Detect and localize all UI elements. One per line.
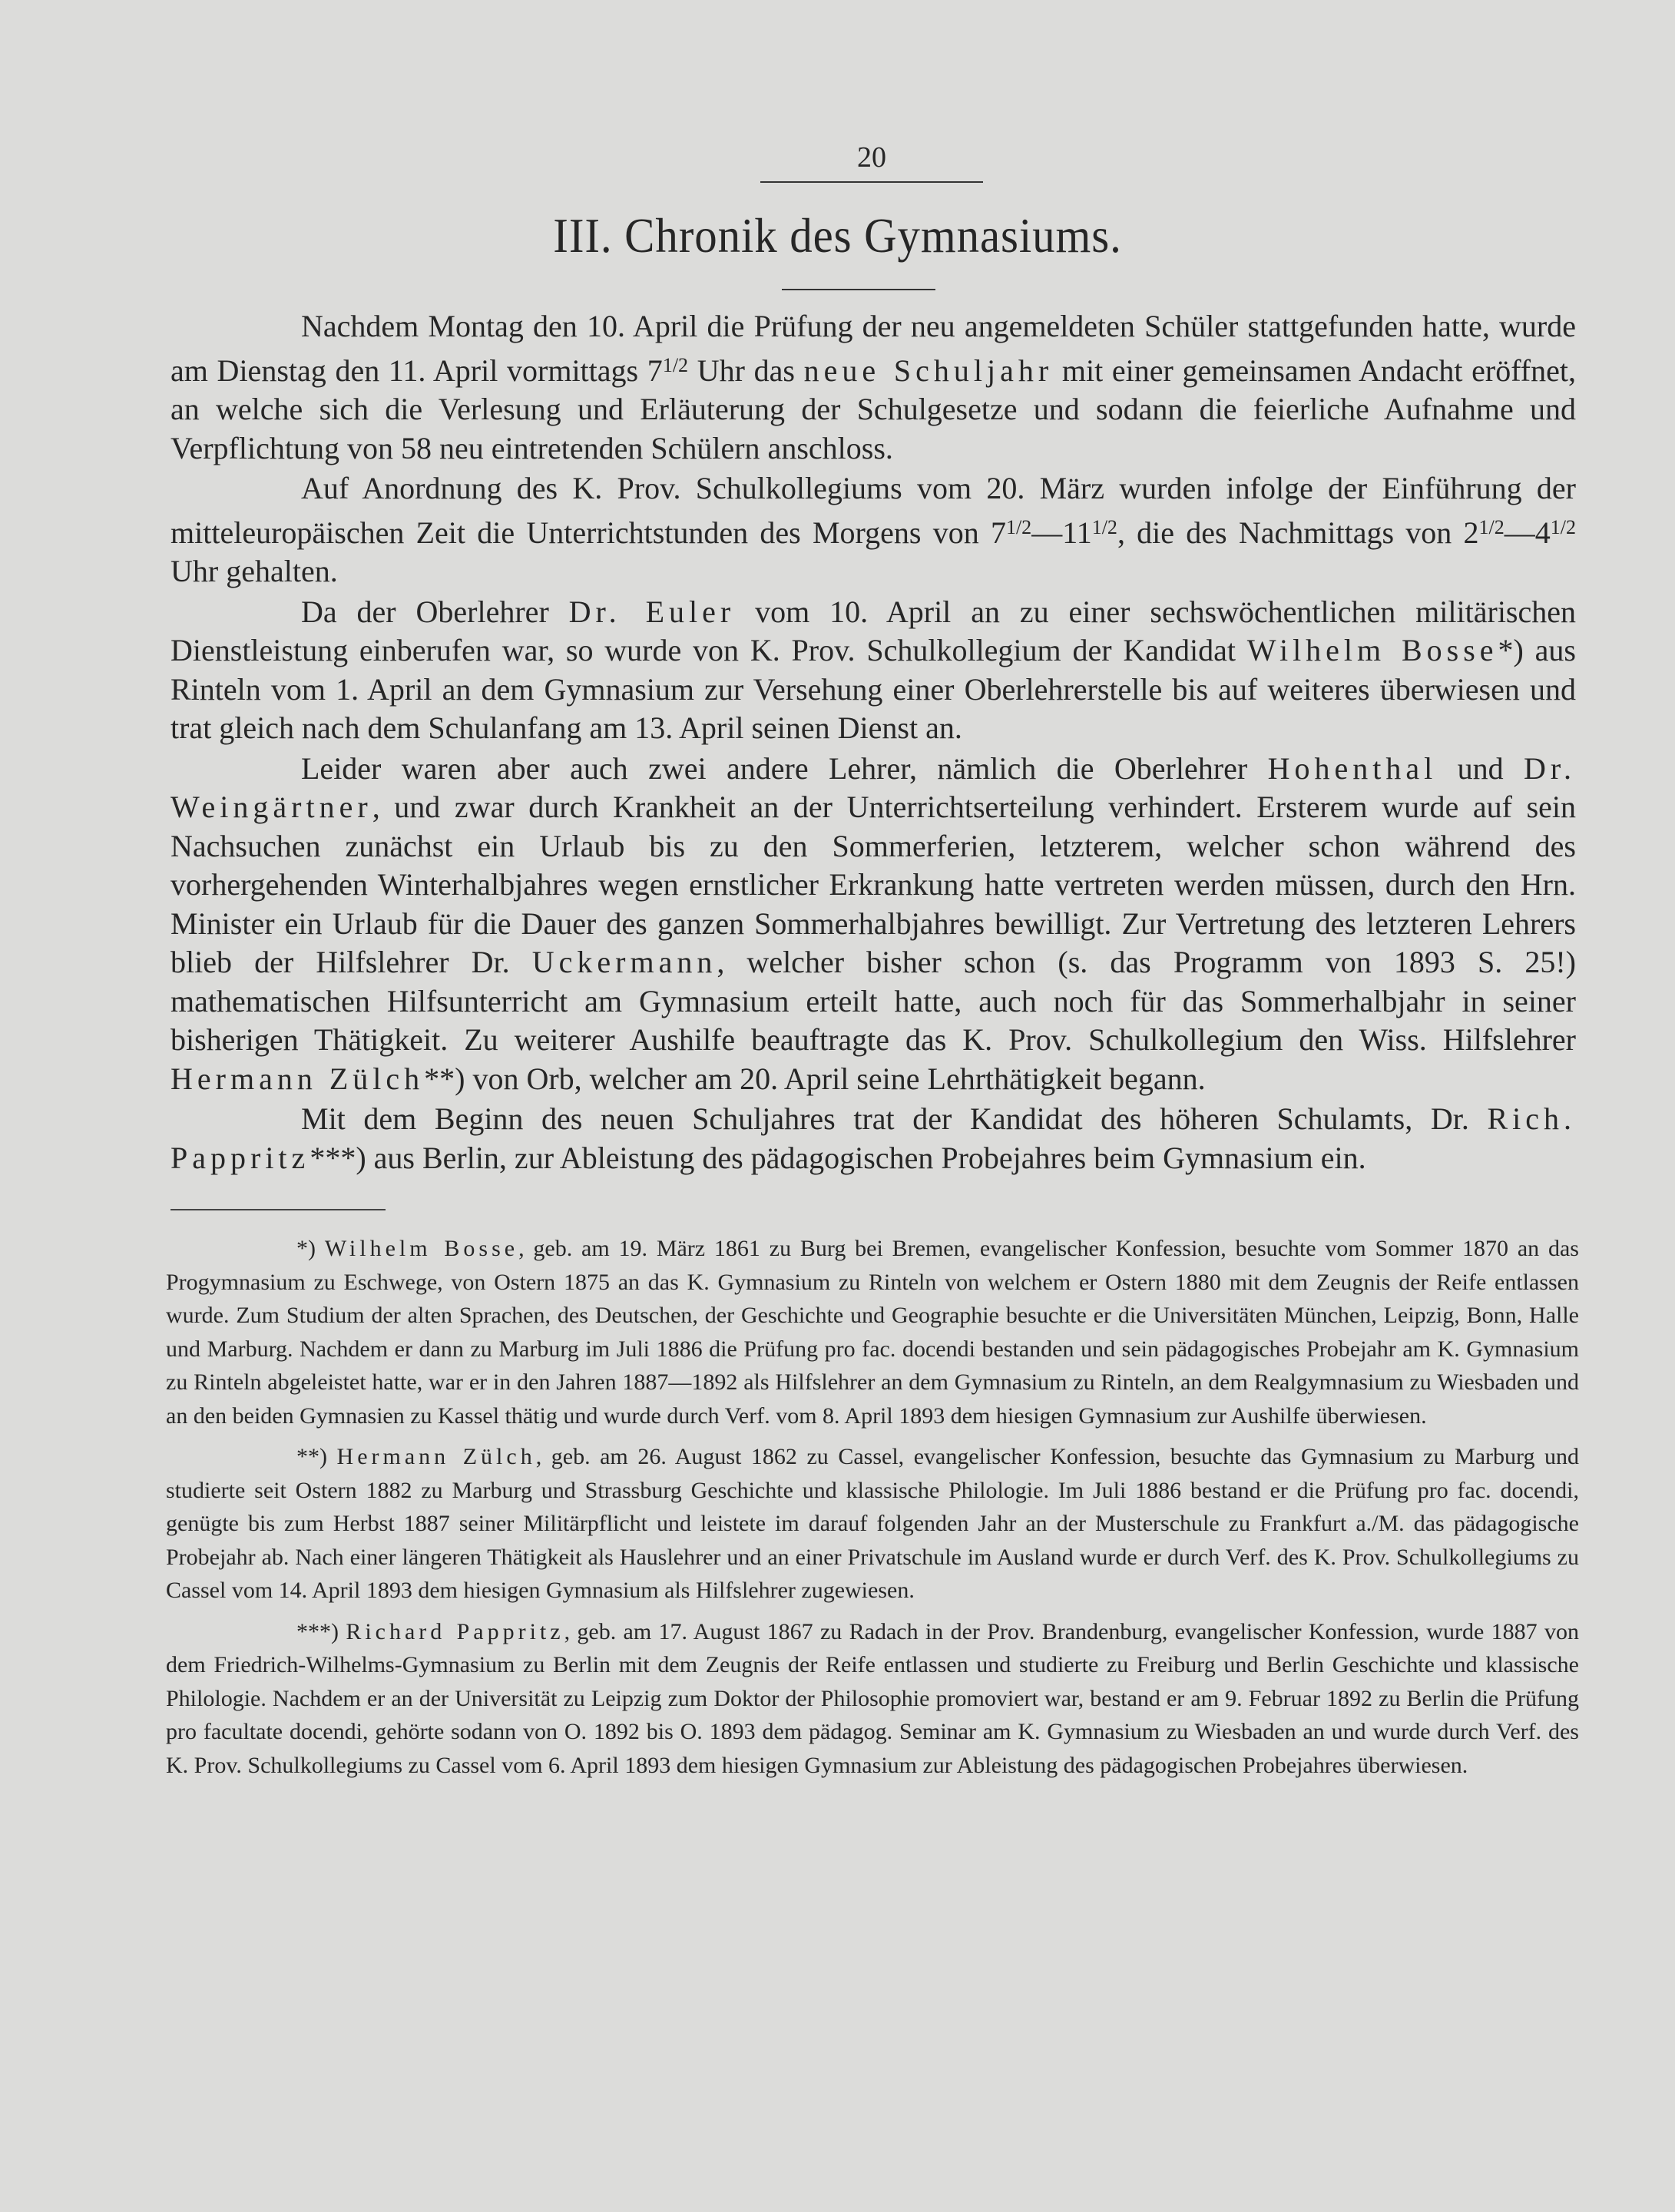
spaced-text: neue Schuljahr	[803, 353, 1054, 388]
text-run: —4	[1504, 515, 1551, 550]
spaced-name: Dr. Euler	[568, 594, 736, 629]
footnote-pappritz	[166, 1615, 1579, 1783]
text-run: —11	[1031, 515, 1092, 550]
spaced-name: Wilhelm Bosse	[1246, 633, 1498, 667]
text-run: Leider waren aber auch zwei andere Lehrer, nämlich die Oberlehrer	[301, 750, 1268, 786]
text-run: , die des Nachmittags von 2	[1117, 515, 1479, 550]
spaced-name: Hohenthal	[1267, 750, 1438, 786]
text-run: mit einer gemeinsamen Andacht eröffnet, an welche sich die Verlesung und Erläuterung der Schulgesetze und sodann die feierliche Aufnahme und Verpflichtung von 58 neu eintretenden Schülern anschloss.	[170, 353, 1576, 465]
paragraph-school-year-start	[170, 307, 1576, 468]
paragraph-euler-bosse	[170, 593, 1576, 748]
footnote-text: , geb. am 17. August 1867 zu Radach in der Prov. Brandenburg, evangelischer Konfession, wurde 1887 von dem Friedrich-Wilhelms-Gymnasium zu Berlin mit dem Zeugnis der Reife entlassen und studierte zu Freiburg und Berlin Geschichte und klassische Philologie. Nachdem er an der Universität zu Leipzig zum Doktor der Philosophie promoviert war, bestand er am 9. Februar 1892 zu Berlin die Prüfung pro facultate docendi, gehörte sodann von O. 1892 bis O. 1893 dem pädagog. Seminar am K. Gymnasium zu Wiesbaden an und wurde durch Verf. des K. Prov. Schulkollegiums zu Cassel vom 6. April 1893 dem hiesigen Gymnasium zur Ableistung des pädagogischen Probejahres überwiesen.	[166, 1618, 1579, 1778]
spaced-name: Rich. Pappritz	[170, 1101, 1576, 1175]
spaced-name: Dr. Weingärtner	[170, 750, 1577, 824]
title-divider	[782, 289, 935, 290]
paragraph-teacher-absences	[170, 750, 1576, 1099]
footnote-divider	[170, 1209, 386, 1210]
text-run: Da der Oberlehrer	[301, 594, 569, 629]
spaced-name: Richard Pappritz	[346, 1618, 564, 1644]
text-run: Nachdem Montag den 10. April die Prüfung der neu angemeldeten Schüler stattgefunden hatte, wurde am Dienstag den 11. April vormittags 7	[170, 309, 1576, 388]
page-number: 20	[760, 138, 983, 183]
text-run: , und zwar durch Krankheit an der Unterrichtserteilung verhindert. Ersterem wurde auf sein Nachsuchen zunächst ein Urlaub bis zu den Sommerferien, letzterem, welcher schon während des vorhergehenden Winterhalbjahres wegen ernstlicher Erkrankung hatte vertreten werden müssen, durch den Hrn. Minister ein Urlaub für die Dauer des ganzen Sommerhalbjahres bewilligt. Zur Vertretung des letzteren Lehrers blieb der Hilfslehrer Dr.	[170, 790, 1576, 979]
footnote-text: , geb. am 26. August 1862 zu Cassel, evangelischer Konfession, besuchte das Gymnasium zu Marburg und studierte seit Ostern 1882 zu Marburg und Strassburg Geschichte und klassische Philologie. Im Juli 1886 bestand er die Prüfung pro fac. docendi, genügte bis zum Herbst 1887 seiner Militärpflicht und leistete im darauf folgenden Jahr an der Musterschule zu Frankfurt a./M. das pädagogische Probejahr ab. Nach einer längeren Thätigkeit als Hauslehrer und an einer Privatschule im Ausland wurde er durch Verf. des K. Prov. Schulkollegiums zu Cassel vom 14. April 1893 dem hiesigen Gymnasium als Hilfslehrer zugewiesen.	[166, 1444, 1579, 1603]
paragraph-pappritz	[170, 1100, 1576, 1177]
footnote-text: , geb. am 19. März 1861 zu Burg bei Bremen, evangelischer Konfession, besuchte vom Sommer 1870 an das Progymnasium zu Eschwege, von Ostern 1875 an das K. Gymnasium zu Rinteln von welchem er Ostern 1880 mit dem Zeugnis der Reife entlassen wurde. Zum Studium der alten Sprachen, des Deutschen, der Geschichte und Geographie besuchte er die Universitäten München, Leipzig, Bonn, Halle und Marburg. Nachdem er dann zu Marburg im Juli 1886 die Prüfung pro fac. docendi bestanden und sein pädagogisches Probejahr am K. Gymnasium zu Rinteln abgeleistet hatte, war er in den Jahren 1887—1892 als Hilfslehrer an dem Gymnasium zu Rinteln, an dem Realgymnasium zu Wiesbaden und an den beiden Gymnasien zu Kassel thätig und wurde durch Verf. vom 8. April 1893 dem hiesigen Gymnasium zur Aushilfe überwiesen.	[166, 1236, 1579, 1429]
text-run: Uhr gehalten.	[170, 554, 338, 588]
fraction: 1/2	[1478, 515, 1505, 538]
fraction: 1/2	[1550, 515, 1576, 538]
spaced-name: Uckermann	[531, 945, 717, 979]
page-title: III. Chronik des Gymnasiums.	[553, 208, 1122, 263]
spaced-name: Hermann Zülch	[170, 1061, 425, 1096]
footnotes	[166, 1232, 1579, 1782]
text-run: Mit dem Beginn des neuen Schuljahres trat der Kandidat des höheren Schulamts, Dr.	[301, 1101, 1488, 1136]
footnote-bosse	[166, 1232, 1579, 1432]
fraction: 1/2	[1005, 515, 1032, 538]
spaced-name: Wilhelm Bosse	[324, 1236, 519, 1261]
text-run: *) aus Rinteln vom 1. April an dem Gymnasium zur Versehung einer Oberlehrerstelle bis auf weiteres überwiesen und trat gleich nach dem Schulanfang am 13. April seinen Dienst an.	[170, 633, 1576, 745]
footnote-mark: *)	[296, 1236, 325, 1261]
footnote-mark: **)	[296, 1444, 337, 1469]
text-run: Uhr das	[688, 353, 804, 388]
footnote-zuelch	[166, 1440, 1579, 1608]
text-run: vom 10. April an zu einer sechswöchentlichen militärischen Dienstleistung einberufen war, so wurde von K. Prov. Schulkollegium der Kandidat	[170, 594, 1577, 667]
fraction: 1/2	[1091, 515, 1117, 538]
spaced-name: Hermann Zülch	[336, 1444, 536, 1469]
chronicle-body	[170, 307, 1576, 1177]
fraction: 1/2	[662, 353, 689, 376]
text-run: **) von Orb, welcher am 20. April seine Lehrthätigkeit begann.	[424, 1061, 1206, 1096]
text-run: und	[1437, 750, 1524, 786]
text-run: , welcher bisher schon (s. das Programm von 1893 S. 25!) mathematischen Hilfsunterricht am Gymnasium erteilt hatte, auch noch für das Sommerhalbjahr in seiner bisherigen Thätigkeit. Zu weiterer Aushilfe beauftragte das K. Prov. Schulkollegium den Wiss. Hilfslehrer	[170, 945, 1576, 1057]
text-run: ***) aus Berlin, zur Ableistung des pädagogischen Probejahres beim Gymnasium ein.	[310, 1140, 1366, 1175]
footnote-mark: ***)	[296, 1618, 346, 1644]
paragraph-time-change	[170, 469, 1576, 591]
text-run: Auf Anordnung des K. Prov. Schulkollegiums vom 20. März wurden infolge der Einführung der mitteleuropäischen Zeit die Unterrichtstunden des Morgens von 7	[170, 471, 1576, 550]
